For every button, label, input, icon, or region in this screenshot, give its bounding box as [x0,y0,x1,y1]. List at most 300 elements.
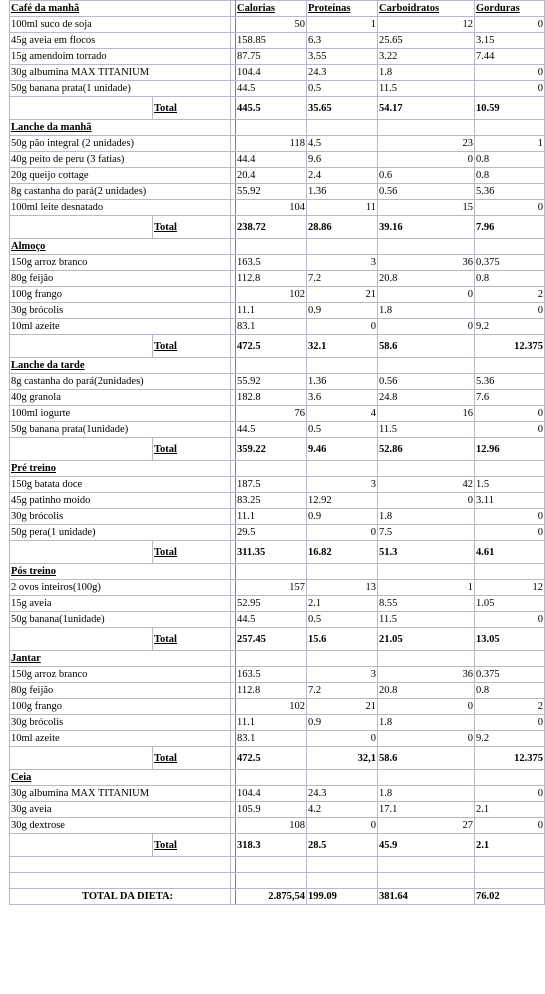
total-cell-pro[interactable] [307,438,378,461]
total-cell-carb[interactable] [378,216,475,239]
nutrient-value-pro: 0.9 [308,511,322,522]
empty-cell[interactable] [236,651,307,667]
empty-cell[interactable] [10,834,153,857]
nutrient-cell-cal[interactable] [236,65,307,81]
grand-total-cell-fat[interactable] [475,889,545,905]
nutrient-cell-cal[interactable] [236,509,307,525]
empty-cell[interactable] [10,438,153,461]
empty-cell[interactable] [475,873,545,889]
nutrient-value-fat: 0 [537,717,544,728]
empty-cell[interactable] [236,770,307,786]
nutrient-cell-fat[interactable] [475,303,545,319]
food-item-name: 8g castanha do pará(2 unidades) [11,186,147,197]
nutrient-cell-carb[interactable] [378,152,475,168]
section-title-cell[interactable] [10,564,231,580]
nutrient-cell-fat[interactable] [475,580,545,596]
empty-cell[interactable] [307,770,378,786]
food-item-name: 40g peito de peru (3 fatias) [11,154,125,165]
nutrient-cell-carb[interactable] [378,699,475,715]
empty-cell[interactable] [236,461,307,477]
food-item-cell[interactable] [10,786,231,802]
food-item-row [10,406,545,422]
nutrient-cell-pro[interactable] [307,319,378,335]
empty-cell[interactable] [475,651,545,667]
section-title-cell[interactable] [10,358,231,374]
nutrient-cell-fat[interactable] [475,477,545,493]
column-header-cell[interactable] [236,1,307,17]
nutrient-cell-cal[interactable] [236,255,307,271]
nutrient-cell-cal[interactable] [236,580,307,596]
food-item-cell[interactable] [10,49,231,65]
empty-cell[interactable] [10,335,153,358]
nutrient-cell-pro[interactable] [307,255,378,271]
nutrient-cell-fat[interactable] [475,525,545,541]
total-cell-carb[interactable] [378,97,475,120]
nutrient-cell-cal[interactable] [236,493,307,509]
empty-cell[interactable] [475,120,545,136]
nutrient-cell-pro[interactable] [307,17,378,33]
food-item-cell[interactable] [10,715,231,731]
total-cell-carb[interactable] [378,834,475,857]
nutrient-cell-pro[interactable] [307,65,378,81]
nutrient-cell-fat[interactable] [475,168,545,184]
grand-total-cell-carb[interactable] [378,889,475,905]
food-item-cell[interactable] [10,287,231,303]
column-header-cell[interactable] [378,1,475,17]
food-item-cell[interactable] [10,184,231,200]
nutrient-cell-cal[interactable] [236,683,307,699]
total-label-cell[interactable] [153,335,231,358]
nutrient-value-fat: 3.11 [476,495,495,506]
total-cell-pro[interactable] [307,216,378,239]
nutrient-cell-carb[interactable] [378,493,475,509]
nutrient-cell-pro[interactable] [307,683,378,699]
food-item-cell[interactable] [10,406,231,422]
nutrient-cell-pro[interactable] [307,271,378,287]
food-item-cell[interactable] [10,390,231,406]
nutrient-cell-pro[interactable] [307,493,378,509]
food-item-cell[interactable] [10,493,231,509]
total-value-fat: 10.59 [476,102,500,114]
empty-cell[interactable] [307,358,378,374]
nutrient-cell-carb[interactable] [378,612,475,628]
nutrient-cell-fat[interactable] [475,818,545,834]
nutrient-cell-pro[interactable] [307,580,378,596]
nutrient-cell-cal[interactable] [236,136,307,152]
nutrient-cell-carb[interactable] [378,136,475,152]
total-cell-carb[interactable] [378,747,475,770]
nutrient-cell-cal[interactable] [236,667,307,683]
nutrient-value-fat: 0 [537,83,544,94]
nutrient-value-cal: 187.5 [237,479,261,490]
nutrient-cell-fat[interactable] [475,699,545,715]
nutrient-cell-cal[interactable] [236,699,307,715]
food-item-cell[interactable] [10,477,231,493]
nutrient-cell-pro[interactable] [307,200,378,216]
nutrient-cell-carb[interactable] [378,525,475,541]
nutrient-cell-cal[interactable] [236,374,307,390]
total-cell-cal[interactable] [236,335,307,358]
nutrient-cell-cal[interactable] [236,818,307,834]
nutrient-cell-carb[interactable] [378,271,475,287]
nutrient-cell-carb[interactable] [378,580,475,596]
empty-cell[interactable] [378,857,475,873]
total-cell-fat[interactable] [475,216,545,239]
empty-cell[interactable] [10,97,153,120]
nutrient-cell-cal[interactable] [236,422,307,438]
nutrient-cell-cal[interactable] [236,168,307,184]
food-item-cell[interactable] [10,319,231,335]
nutrient-cell-fat[interactable] [475,152,545,168]
empty-cell[interactable] [378,461,475,477]
nutrient-cell-pro[interactable] [307,49,378,65]
nutrient-cell-carb[interactable] [378,200,475,216]
food-item-cell[interactable] [10,17,231,33]
food-item-cell[interactable] [10,255,231,271]
nutrient-cell-fat[interactable] [475,612,545,628]
section-title: Ceia [11,772,32,783]
nutrient-cell-carb[interactable] [378,406,475,422]
nutrient-cell-cal[interactable] [236,802,307,818]
total-cell-pro[interactable] [307,628,378,651]
total-cell-cal[interactable] [236,747,307,770]
nutrient-cell-pro[interactable] [307,33,378,49]
total-cell-cal[interactable] [236,97,307,120]
total-cell-cal[interactable] [236,834,307,857]
total-label-cell[interactable] [153,747,231,770]
nutrient-cell-pro[interactable] [307,374,378,390]
section-title-cell[interactable] [10,770,231,786]
total-cell-carb[interactable] [378,541,475,564]
total-label-cell[interactable] [153,628,231,651]
empty-cell[interactable] [10,541,153,564]
nutrient-cell-carb[interactable] [378,596,475,612]
nutrient-cell-carb[interactable] [378,374,475,390]
nutrient-cell-fat[interactable] [475,509,545,525]
section-title: Pré treino [11,463,56,474]
total-cell-cal[interactable] [236,216,307,239]
nutrient-cell-fat[interactable] [475,200,545,216]
nutrient-cell-pro[interactable] [307,667,378,683]
nutrient-cell-cal[interactable] [236,303,307,319]
nutrient-cell-cal[interactable] [236,319,307,335]
food-item-cell[interactable] [10,303,231,319]
nutrient-cell-carb[interactable] [378,65,475,81]
total-label-cell[interactable] [153,541,231,564]
nutrient-cell-pro[interactable] [307,406,378,422]
food-item-cell[interactable] [10,580,231,596]
nutrient-cell-cal[interactable] [236,287,307,303]
nutrient-value-cal: 55.92 [237,376,261,387]
empty-cell[interactable] [10,747,153,770]
nutrient-cell-fat[interactable] [475,17,545,33]
food-item-cell[interactable] [10,802,231,818]
grand-total-cell-pro[interactable] [307,889,378,905]
nutrient-cell-carb[interactable] [378,786,475,802]
nutrient-cell-fat[interactable] [475,81,545,97]
empty-cell[interactable] [307,120,378,136]
food-item-cell[interactable] [10,818,231,834]
empty-cell[interactable] [10,857,231,873]
total-cell-cal[interactable] [236,438,307,461]
nutrient-value-pro: 21 [365,289,377,300]
food-item-cell[interactable] [10,699,231,715]
total-cell-pro[interactable] [307,541,378,564]
food-item-cell[interactable] [10,596,231,612]
total-cell-fat[interactable] [475,834,545,857]
food-item-cell[interactable] [10,667,231,683]
food-item-cell[interactable] [10,374,231,390]
empty-cell[interactable] [236,239,307,255]
nutrient-cell-fat[interactable] [475,596,545,612]
empty-cell[interactable] [236,120,307,136]
empty-cell[interactable] [307,873,378,889]
food-item-cell[interactable] [10,509,231,525]
nutrient-cell-pro[interactable] [307,477,378,493]
nutrient-cell-carb[interactable] [378,81,475,97]
nutrient-cell-cal[interactable] [236,612,307,628]
total-cell-fat[interactable] [475,335,545,358]
total-cell-pro[interactable] [307,747,378,770]
total-cell-pro[interactable] [307,335,378,358]
nutrient-cell-pro[interactable] [307,422,378,438]
nutrient-cell-fat[interactable] [475,255,545,271]
nutrient-cell-cal[interactable] [236,184,307,200]
nutrient-cell-cal[interactable] [236,715,307,731]
nutrient-cell-fat[interactable] [475,136,545,152]
total-cell-fat[interactable] [475,541,545,564]
nutrient-cell-carb[interactable] [378,683,475,699]
empty-cell[interactable] [307,239,378,255]
section-title-cell[interactable] [10,120,231,136]
food-item-cell[interactable] [10,200,231,216]
nutrient-cell-carb[interactable] [378,802,475,818]
nutrient-cell-fat[interactable] [475,184,545,200]
nutrient-cell-cal[interactable] [236,390,307,406]
section-title-cell[interactable] [10,239,231,255]
total-value-cal: 472.5 [237,752,261,764]
total-label-cell[interactable] [153,834,231,857]
nutrient-cell-pro[interactable] [307,303,378,319]
section-title-cell[interactable] [10,651,231,667]
nutrient-value-carb: 1.8 [379,511,393,522]
total-cell-carb[interactable] [378,628,475,651]
nutrient-cell-fat[interactable] [475,319,545,335]
total-cell-cal[interactable] [236,628,307,651]
nutrient-cell-fat[interactable] [475,683,545,699]
total-cell-fat[interactable] [475,97,545,120]
nutrient-cell-cal[interactable] [236,200,307,216]
food-item-row [10,168,545,184]
nutrient-cell-pro[interactable] [307,525,378,541]
nutrient-cell-carb[interactable] [378,818,475,834]
nutrient-value-fat: 1.05 [476,598,495,609]
nutrient-cell-carb[interactable] [378,390,475,406]
nutrient-cell-carb[interactable] [378,715,475,731]
nutrient-cell-carb[interactable] [378,184,475,200]
empty-cell[interactable] [236,873,307,889]
nutrient-cell-carb[interactable] [378,422,475,438]
total-cell-fat[interactable] [475,438,545,461]
nutrient-cell-pro[interactable] [307,715,378,731]
empty-cell[interactable] [475,857,545,873]
food-item-name: 100ml leite desnatado [11,202,104,213]
nutrient-cell-carb[interactable] [378,477,475,493]
grand-total-cell-cal[interactable] [236,889,307,905]
empty-cell[interactable] [10,628,153,651]
food-item-cell[interactable] [10,525,231,541]
nutrient-cell-cal[interactable] [236,49,307,65]
empty-cell[interactable] [378,239,475,255]
nutrient-cell-carb[interactable] [378,303,475,319]
nutrient-cell-fat[interactable] [475,406,545,422]
total-cell-pro[interactable] [307,834,378,857]
empty-cell[interactable] [475,461,545,477]
nutrient-cell-fat[interactable] [475,287,545,303]
nutrient-cell-carb[interactable] [378,731,475,747]
empty-cell[interactable] [475,239,545,255]
food-item-cell[interactable] [10,612,231,628]
nutrient-value-cal: 163.5 [237,669,261,680]
food-item-cell[interactable] [10,136,231,152]
nutrient-value-pro: 4.5 [308,138,322,149]
total-cell-carb[interactable] [378,438,475,461]
nutrient-cell-pro[interactable] [307,596,378,612]
nutrient-cell-cal[interactable] [236,406,307,422]
nutrient-cell-carb[interactable] [378,509,475,525]
empty-cell[interactable] [378,770,475,786]
food-item-cell[interactable] [10,422,231,438]
empty-cell[interactable] [236,564,307,580]
total-label-cell[interactable] [153,438,231,461]
empty-cell[interactable] [236,358,307,374]
food-item-cell[interactable] [10,33,231,49]
empty-cell[interactable] [10,216,153,239]
nutrient-cell-pro[interactable] [307,818,378,834]
nutrient-value-fat: 2.1 [476,804,490,815]
empty-cell[interactable] [378,873,475,889]
total-cell-pro[interactable] [307,97,378,120]
nutrient-cell-fat[interactable] [475,49,545,65]
nutrient-cell-cal[interactable] [236,525,307,541]
empty-cell[interactable] [307,857,378,873]
nutrient-cell-fat[interactable] [475,65,545,81]
nutrient-value-cal: 29.5 [237,527,256,538]
nutrient-cell-pro[interactable] [307,731,378,747]
nutrient-cell-carb[interactable] [378,287,475,303]
nutrient-cell-cal[interactable] [236,81,307,97]
total-cell-carb[interactable] [378,335,475,358]
nutrient-cell-cal[interactable] [236,786,307,802]
nutrient-cell-fat[interactable] [475,786,545,802]
nutrient-cell-fat[interactable] [475,374,545,390]
food-item-cell[interactable] [10,168,231,184]
nutrient-cell-cal[interactable] [236,33,307,49]
nutrient-cell-cal[interactable] [236,271,307,287]
food-item-cell[interactable] [10,81,231,97]
food-item-row [10,184,545,200]
grand-total-value-pro: 199.09 [308,891,337,902]
empty-cell[interactable] [307,461,378,477]
nutrient-cell-pro[interactable] [307,699,378,715]
food-item-cell[interactable] [10,683,231,699]
nutrient-cell-carb[interactable] [378,168,475,184]
nutrient-cell-pro[interactable] [307,287,378,303]
nutrient-cell-pro[interactable] [307,802,378,818]
total-cell-cal[interactable] [236,541,307,564]
nutrient-cell-carb[interactable] [378,33,475,49]
food-item-cell[interactable] [10,152,231,168]
nutrient-cell-carb[interactable] [378,49,475,65]
empty-cell[interactable] [475,770,545,786]
nutrient-cell-cal[interactable] [236,596,307,612]
section-title-cell[interactable] [10,461,231,477]
nutrient-cell-pro[interactable] [307,81,378,97]
nutrient-cell-pro[interactable] [307,152,378,168]
nutrient-cell-fat[interactable] [475,667,545,683]
total-label: Total [154,221,177,233]
nutrient-cell-fat[interactable] [475,271,545,287]
nutrient-cell-fat[interactable] [475,422,545,438]
column-header-cell[interactable] [475,1,545,17]
nutrient-cell-pro[interactable] [307,390,378,406]
total-cell-fat[interactable] [475,628,545,651]
nutrient-cell-cal[interactable] [236,731,307,747]
nutrient-cell-carb[interactable] [378,255,475,271]
empty-cell[interactable] [475,358,545,374]
empty-cell[interactable] [307,564,378,580]
empty-cell[interactable] [10,873,231,889]
nutrient-cell-cal[interactable] [236,477,307,493]
empty-cell[interactable] [378,651,475,667]
food-item-name: 100g frango [11,701,63,712]
total-cell-fat[interactable] [475,747,545,770]
section-title-cell[interactable] [10,1,231,17]
total-label-cell[interactable] [153,97,231,120]
nutrient-cell-fat[interactable] [475,715,545,731]
total-label-cell[interactable] [153,216,231,239]
empty-cell[interactable] [307,651,378,667]
nutrient-cell-pro[interactable] [307,612,378,628]
nutrient-cell-cal[interactable] [236,17,307,33]
nutrient-cell-carb[interactable] [378,17,475,33]
grand-total-label-cell[interactable] [10,889,231,905]
nutrient-cell-pro[interactable] [307,509,378,525]
empty-cell[interactable] [378,564,475,580]
nutrient-cell-fat[interactable] [475,33,545,49]
food-item-cell[interactable] [10,271,231,287]
nutrient-cell-fat[interactable] [475,731,545,747]
empty-cell[interactable] [236,857,307,873]
nutrient-cell-carb[interactable] [378,667,475,683]
nutrient-cell-cal[interactable] [236,152,307,168]
empty-cell[interactable] [475,564,545,580]
nutrient-cell-pro[interactable] [307,136,378,152]
nutrient-cell-pro[interactable] [307,168,378,184]
nutrient-cell-pro[interactable] [307,184,378,200]
nutrient-cell-fat[interactable] [475,390,545,406]
nutrient-cell-fat[interactable] [475,493,545,509]
nutrient-cell-fat[interactable] [475,802,545,818]
food-item-cell[interactable] [10,65,231,81]
food-item-cell[interactable] [10,731,231,747]
empty-cell[interactable] [378,120,475,136]
column-header-cell[interactable] [307,1,378,17]
empty-cell[interactable] [378,358,475,374]
nutrient-cell-carb[interactable] [378,319,475,335]
total-label: Total [154,752,177,764]
nutrient-cell-pro[interactable] [307,786,378,802]
